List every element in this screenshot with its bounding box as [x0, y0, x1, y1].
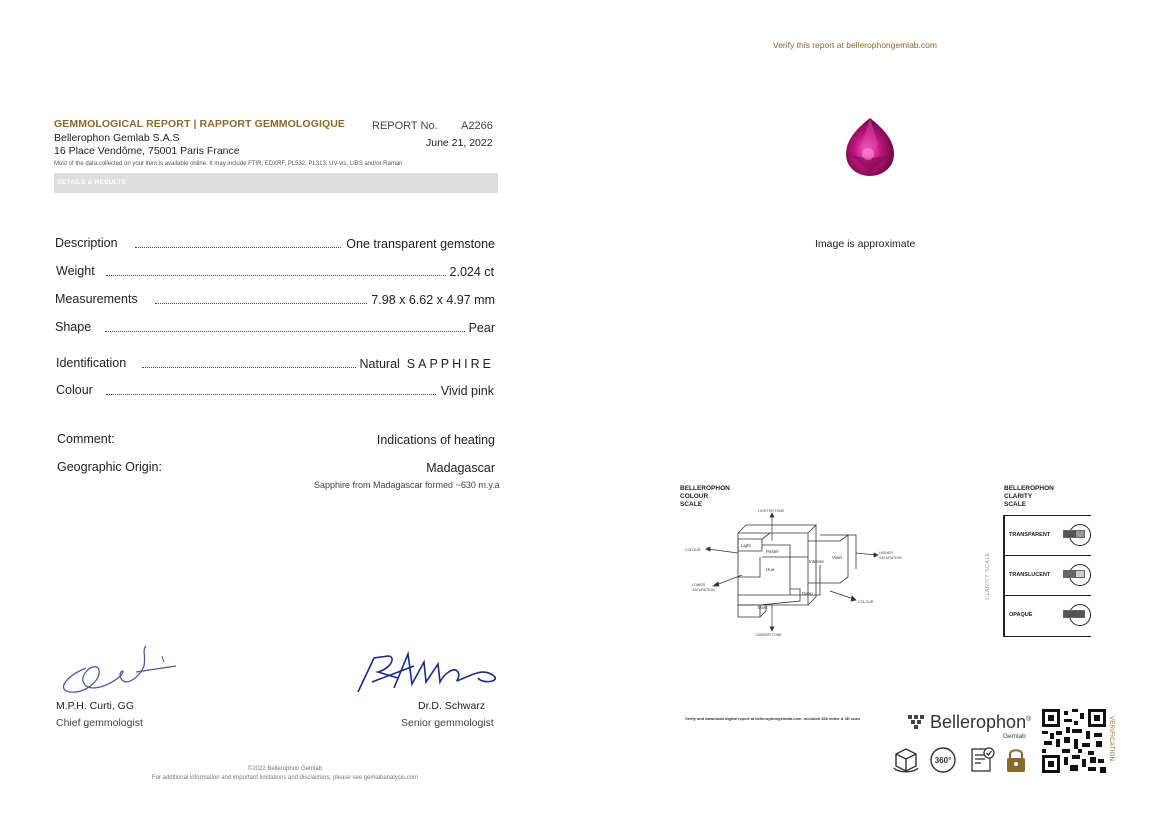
colour-scale-diagram	[680, 505, 920, 640]
block-label: Hue	[766, 567, 775, 572]
detail-row-shape	[55, 320, 495, 336]
360-icon[interactable]	[929, 746, 957, 774]
scale-title-line: BELLEROPHON	[1004, 485, 1054, 492]
scale-title-line: CLARITY	[1004, 493, 1033, 500]
scale-title-line: SCALE	[680, 501, 703, 508]
clarity-scale-title	[1004, 485, 1054, 509]
scale-title-line: SCALE	[1004, 501, 1027, 508]
verify-link[interactable]: Verify this report at bellerophongemlab.com	[773, 40, 937, 50]
clarity-item-label: TRANSPARENT	[1009, 532, 1051, 538]
bellerophon-logo-icon	[906, 713, 928, 731]
scale-title-line: COLOUR	[680, 493, 709, 500]
detail-value: 2.024 ct	[446, 265, 494, 279]
block-label: Vivid	[832, 555, 842, 560]
block-label: Dark	[758, 605, 768, 610]
axis-label: COLOUR	[858, 600, 874, 604]
identification-prefix: Natural	[359, 357, 400, 371]
block-label: Pastel	[766, 549, 779, 554]
axis-label: LOWER	[692, 583, 706, 587]
company-name: Bellerophon Gemlab S.A.S	[54, 132, 180, 144]
clarity-swatch	[1063, 610, 1085, 618]
360-label: 360°	[934, 756, 952, 765]
signer-name: M.P.H. Curti, GG	[56, 700, 134, 712]
block-label: Deep	[802, 591, 813, 596]
signer-name: Dr.D. Schwarz	[418, 700, 486, 712]
copyright-line: ©2022 Bellerophon Gemlab	[247, 766, 323, 772]
gemstone-image	[840, 114, 900, 180]
clarity-item-translucent	[1005, 555, 1091, 595]
detail-row-description	[55, 236, 495, 252]
block-label: Intense	[809, 559, 824, 564]
clarity-scale-box	[1003, 515, 1089, 637]
detail-value: 7.98 x 6.62 x 4.97 mm	[367, 293, 495, 307]
detail-label: Colour	[56, 383, 97, 397]
detail-row-weight	[56, 264, 494, 280]
identification-species: SAPPHIRE	[406, 357, 494, 371]
axis-label: HIGHER	[879, 551, 893, 555]
clarity-item-label: TRANSLUCENT	[1009, 572, 1051, 578]
digital-report-note: Verify and download digital report at bellerophongemlab.com. Included 360 video & 3D scan	[685, 716, 860, 721]
brand-name	[930, 712, 1031, 733]
detail-label: Shape	[55, 320, 95, 334]
verification-label: VERIFICATION	[1108, 716, 1114, 762]
clarity-item-label: OPAQUE	[1009, 612, 1033, 618]
section-bar-label: DETAILS & RESULTS	[57, 179, 126, 186]
detail-label: Weight	[56, 264, 99, 278]
detail-row-identification	[56, 356, 494, 372]
origin-note: Sapphire from Madagascar formed ~630 m.y.a	[314, 480, 500, 490]
detail-value: Pear	[465, 321, 495, 335]
axis-label: SATURATION	[879, 556, 902, 560]
origin-label: Geographic Origin:	[57, 460, 166, 474]
axis-label: LIGHTER TONE	[758, 509, 785, 513]
copyright	[0, 765, 570, 783]
block-label: Light	[741, 543, 751, 548]
comment-row	[57, 432, 495, 448]
lock-icon[interactable]	[1004, 746, 1028, 774]
detail-value: One transparent gemstone	[342, 237, 495, 251]
image-caption: Image is approximate	[815, 238, 916, 250]
clarity-side-label: CLARITY SCALE	[985, 552, 991, 600]
certificate-icon[interactable]	[969, 745, 997, 773]
clarity-item-opaque	[1005, 595, 1091, 637]
brand-subtitle: Gemlab	[1003, 733, 1026, 740]
clarity-swatch	[1063, 530, 1085, 538]
detail-label: Identification	[56, 356, 130, 370]
detail-label: Description	[55, 236, 122, 250]
report-number-label: REPORT No.	[372, 120, 438, 132]
clarity-swatch	[1063, 570, 1085, 578]
company-address: 16 Place Vendôme, 75001 Paris France	[54, 145, 240, 157]
brand-text: Bellerophon	[930, 712, 1027, 732]
origin-value: Madagascar	[422, 461, 495, 475]
signer-role: Senior gemmologist	[401, 717, 494, 729]
clarity-item-transparent	[1005, 515, 1091, 555]
report-date: June 21, 2022	[426, 137, 493, 149]
signature-curti	[56, 638, 186, 698]
brand-mark: ®	[1026, 716, 1032, 723]
origin-row	[57, 460, 495, 476]
detail-row-measurements	[55, 292, 495, 308]
axis-label: COLOUR	[685, 548, 701, 552]
detail-row-colour	[56, 383, 494, 399]
detail-value: Vivid pink	[437, 384, 494, 398]
comment-label: Comment:	[57, 432, 119, 446]
data-note: Most of the data collected on your item is available online. It may include FTIR, EDXRF, PL532, PL313, UV-vis, LIBS and/or Raman	[54, 161, 403, 167]
report-title: GEMMOLOGICAL REPORT | RAPPORT GEMMOLOGIQUE	[54, 118, 346, 130]
report-number: A2266	[461, 120, 493, 132]
qr-code[interactable]	[1042, 709, 1106, 773]
comment-value: Indications of heating	[373, 433, 495, 447]
disclaimer-line: For additional information and important limitations and disclaimers, please see gemlabanalysis.com	[151, 775, 419, 781]
signature-schwarz	[354, 648, 504, 698]
detail-label: Measurements	[55, 292, 142, 306]
scale-title-line: BELLEROPHON	[680, 485, 730, 492]
section-bar	[54, 173, 498, 193]
detail-value	[356, 357, 494, 371]
cube-icon[interactable]	[892, 746, 920, 774]
axis-label: DARKER TONE	[756, 633, 782, 637]
axis-label: SATURATION	[692, 588, 715, 592]
signer-role: Chief gemmologist	[56, 717, 143, 729]
